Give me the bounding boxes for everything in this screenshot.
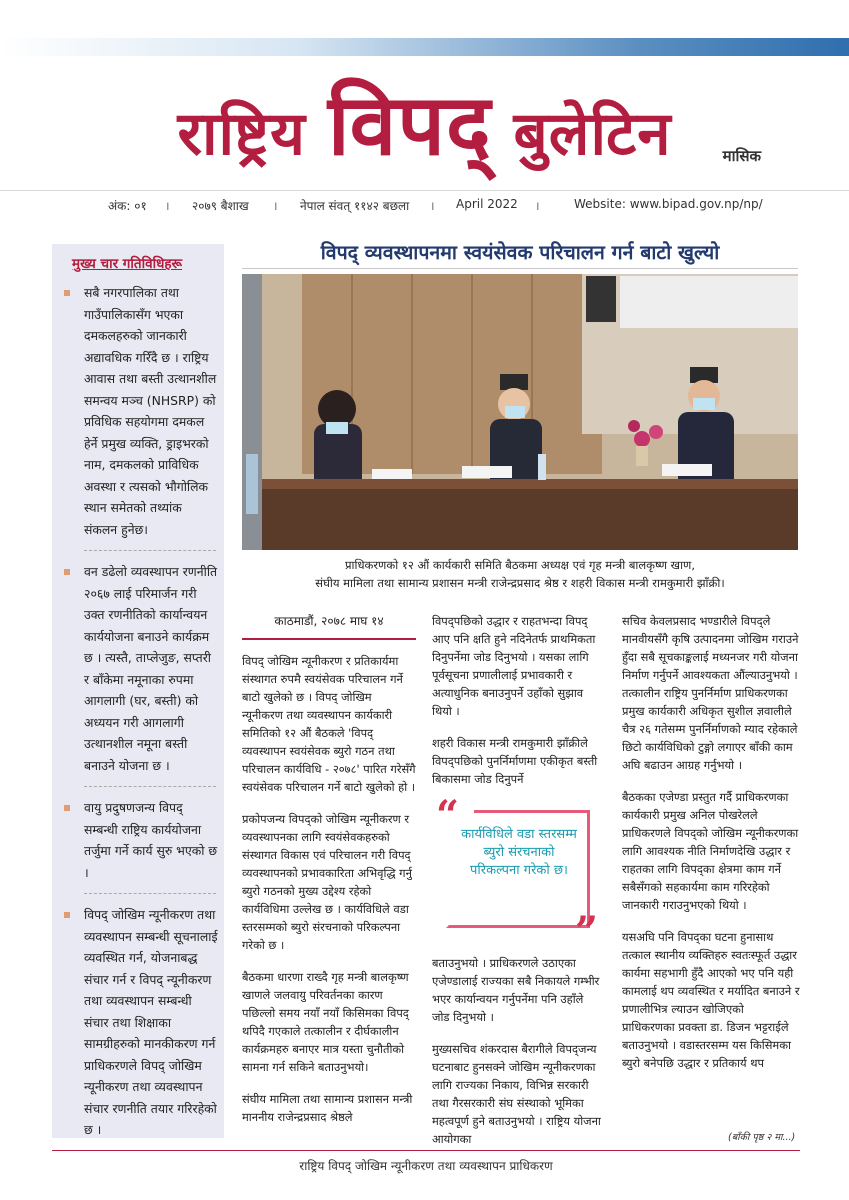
separator: ।: [273, 199, 278, 213]
headline-divider: [242, 268, 798, 269]
nepal-sambat-date: नेपाल संवत् ११४२ बछला: [300, 199, 410, 213]
dateline: काठमाडौं, २०७८ माघ १४: [242, 612, 416, 640]
activity-text: वन डढेलो व्यवस्थापन रणनीति २०६७ लाई परिमार्जन गरी उक्त रणनीतिको कार्यान्वयन कार्ययोजना बनाउने कार्यक्रम छ । त्यस्तै, ताप्लेजुङ, सप्तरी र बाँकेमा नमूनाका रुपमा आगलागी (घर, बस्ती) को अध्ययन गरी आगलागी उत्थानशील नमूना बस्ती बनाउने योजना छ ।: [84, 564, 218, 773]
bullet-icon: [64, 805, 70, 811]
key-activities-sidebar: [52, 244, 224, 1138]
masthead-title-word-2: विपद्: [327, 76, 492, 174]
divider: [84, 786, 216, 787]
open-quote-icon: “: [436, 792, 460, 839]
article-headline: विपद् व्यवस्थापनमा स्वयंसेवक परिचालन गर्न बाटो खुल्यो: [320, 241, 720, 264]
article-column-2: [432, 612, 602, 1162]
masthead-title-word-1: राष्ट्रिय: [177, 99, 306, 169]
paragraph: बताउनुभयो । प्राधिकरणले उठाएका एजेण्डालाई राज्यका सबै निकायले गम्भीर भएर कार्यान्वयन गर्नुपर्नेमा पनि उहाँले जोड दिनुभयो ।: [432, 956, 600, 1024]
activity-text: सबै नगरपालिका तथा गाउँपालिकासँग भएका दमकलहरुको जानकारी अद्यावधिक गरिँदै छ । राष्ट्रिय आवास तथा बस्ती उत्थानशील समन्वय मञ्च (NHSRP) को प्रविधिक सहयोगमा दमकल हेर्ने प्रमुख व्यक्ति, ड्राइभरको नाम, दमकलको प्राविधिक अवस्था र त्यसको भौगोलिक स्थान समेतको तथ्यांक संकलन हुनेछ।: [84, 285, 217, 537]
meeting-photo: [242, 274, 798, 550]
website-link[interactable]: Website: www.bipad.gov.np/np/: [574, 197, 763, 211]
divider: [84, 893, 216, 894]
paragraph: विपद्पछिको उद्धार र राहतभन्दा विपद् आए पनि क्षति हुने नदिनेतर्फ प्राथमिकता दिनुपर्नेमा जोड दिनुभयो । यसका लागि पूर्वसूचना प्रणालीलाई प्रभावकारी र अत्याधुनिक बनाउनुपर्ने उहाँको सुझाव थियो ।: [432, 614, 596, 718]
activity-text: वायु प्रदुषणजन्य विपद् सम्बन्धी राष्ट्रिय कार्ययोजना तर्जुमा गर्ने कार्य सुरु भएको छ ।: [84, 800, 218, 880]
photo-caption: [242, 556, 798, 592]
paragraph: सचिव केवलप्रसाद भण्डारीले विपद्ले मानवीयसँगै कृषि उत्पादनमा जोखिम गराउने हुँदा सबै सूचकाङ्कलाई मध्यनजर गरी योजना निर्माण गर्नुपर्ने आवश्यकता औंल्याउनुभयो । तत्कालीन राष्ट्रिय पुनर्निर्माण प्राधिकरणका प्रमुख कार्यकारी अधिकृत सुशील ज्ञवालीले चैत्र २६ गतेसम्म पुनर्निर्माणको म्याद रहेकाले छिटो कार्यविधिको टुङ्गो लगाएर बाँकी काम अघि बढाउन आग्रह गर्नुभयो ।: [622, 614, 799, 772]
article-column-1: [242, 612, 416, 1140]
masthead-title-word-3: बुलेटिन: [513, 99, 672, 169]
paragraph: मुख्यसचिव शंकरदास बैरागीले विपद्जन्य घटनाबाट हुनसक्ने जोखिम न्यूनीकरणका लागि राज्यका निकाय, विभिन्न सरकारी तथा गैरसरकारी संघ संस्थाको भूमिका महत्वपूर्ण हुने बताउनुभयो । राष्ट्रिय योजना आयोगका: [432, 1042, 601, 1146]
bullet-icon: [64, 569, 70, 575]
masthead: [0, 56, 849, 186]
paragraph: बैठकमा धारणा राख्दै गृह मन्त्री बालकृष्ण खाणले जलवायु परिवर्तनका कारण पछिल्लो समय नयाँ नयाँ किसिमका विपद् थपिदै गएकाले तत्कालीन र दीर्घकालीन कार्यक्रमहरु बनाएर मात्र यस्ता चुनौतीको सामना गर्न सकिने बताउनुभयो।: [242, 970, 409, 1074]
caption-line-1: प्राधिकरणको १२ औं कार्यकारी समिति बैठकमा अध्यक्ष एवं गृह मन्त्री बालकृष्ण खाण,: [344, 558, 696, 572]
issue-date-bs: २०७९ बैशाख: [192, 199, 249, 213]
paragraph: प्रकोपजन्य विपद्को जोखिम न्यूनीकरण र व्यवस्थापनका लागि स्वयंसेवकहरुको संस्थागत विकास एवं परिचालन गरी विपद् व्यवस्थापनको प्रभावकारिता अभिवृद्धि गर्नु ब्युरो गठनको मुख्य उद्देश्य रहेको कार्यविधिमा उल्लेख छ । कार्यविधिले वडा स्तरसम्मको ब्युरो संरचनाको परिकल्पना गरेको छ ।: [242, 812, 412, 952]
footer: [52, 1150, 800, 1200]
list-item: [52, 282, 224, 561]
paragraph: संघीय मामिला तथा सामान्य प्रशासन मन्त्री माननीय राजेन्द्रप्रसाद श्रेष्ठले: [242, 1092, 413, 1124]
issue-info-bar: [0, 190, 849, 218]
paragraph: बैठकका एजेण्डा प्रस्तुत गर्दै प्राधिकरणका कार्यकारी प्रमुख अनिल पोखरेलले प्राधिकरणले विपद्को जोखिम न्यूनीकरणका लागि आवश्यक नीति निर्माणदेखि उद्धार र राहतका लागि विपद्का क्षेत्रमा काम गर्ने सबैसँगको सहकार्यमा काम गरिरहेको जानकारी गराउनुभएको थियो ।: [622, 790, 799, 912]
divider: [84, 550, 216, 551]
separator: ।: [430, 199, 435, 213]
paragraph: यसअघि पनि विपद्का घटना हुनासाथ तत्काल स्थानीय व्यक्तिहरु स्वतःस्फूर्त उद्धार कार्यमा सहभागी हुँदै आएको भए पनि यही कामलाई थप व्यवस्थित र मर्यादित बनाउने र प्रणालीभित्र ल्याउन खोजिएको प्राधिकरणका प्रवक्ता डा. डिजन भट्टराईले बताउनुभयो । वडास्तरसम्म यस किसिमका ब्युरो बनेपछि उद्धार र प्रतिकार्य थप: [622, 930, 800, 1070]
continued-note: (बाँकी पृष्ठ २ मा...): [728, 1132, 796, 1143]
list-item: [52, 561, 224, 797]
separator: ।: [535, 199, 540, 213]
caption-line-2: संघीय मामिला तथा सामान्य प्रशासन मन्त्री राजेन्द्रप्रसाद श्रेष्ठ र शहरी विकास मन्त्री रामकुमारी झाँक्री।: [315, 576, 725, 590]
activity-text: विपद् जोखिम न्यूनीकरण तथा व्यवस्थापन सम्बन्धी सूचनालाई व्यवस्थित गर्न, योजनाबद्ध संचार गर्न र विपद् न्यूनीकरण तथा व्यवस्थापन सम्बन्धी संचार तथा शिक्षाका सामग्रीहरुको मानकीकरण गर्न प्राधिकरणले विपद् जोखिम न्यूनीकरण तथा व्यवस्थापन संचार रणनीति तयार गरिरहेको छ ।: [84, 907, 218, 1137]
footer-organization: राष्ट्रिय विपद् जोखिम न्यूनीकरण तथा व्यवस्थापन प्राधिकरण: [299, 1159, 553, 1173]
bullet-icon: [64, 912, 70, 918]
paragraph: शहरी विकास मन्त्री रामकुमारी झाँक्रीले विपद्पछिको पुनर्निर्माणमा एकीकृत बस्ती बिकासमा जोड दिनुपर्ने: [432, 736, 598, 786]
paragraph: विपद् जोखिम न्यूनीकरण र प्रतिकार्यमा संस्थागत रुपमै स्वयंसेवक परिचालन गर्ने बाटो खुलेको छ । विपद् जोखिम न्यूनीकरण तथा व्यवस्थापन कार्यकारी समितिको १२ औं बैठकले 'विपद् व्यवस्थापन स्वयंसेवक ब्युरो गठन तथा परिचालन कार्यविधि - २०७८' पारित गरेसँगै स्वयंसेवक परिचालन गर्ने बाटो खुलेको हो ।: [242, 654, 416, 794]
separator: ।: [165, 199, 170, 213]
issue-date-ad: April 2022: [456, 197, 518, 211]
meeting-photo-illustration: [242, 274, 798, 550]
article-column-3: [622, 612, 800, 1086]
close-quote-icon: ”: [574, 908, 598, 955]
bullet-icon: [64, 290, 70, 296]
sidebar-title: मुख्य चार गतिविधिहरू: [72, 256, 183, 272]
issue-number: अंक: ०१: [108, 199, 147, 213]
header-color-band: [0, 38, 849, 56]
activity-list: [52, 282, 224, 1151]
pull-quote-text: कार्यविधिले वडा स्तरसम्म ब्युरो संरचनाको परिकल्पना गरेको छ।: [461, 827, 577, 878]
masthead-subtitle: मासिक: [722, 147, 761, 165]
list-item: [52, 904, 224, 1151]
list-item: [52, 797, 224, 904]
pull-quote: [432, 792, 602, 955]
